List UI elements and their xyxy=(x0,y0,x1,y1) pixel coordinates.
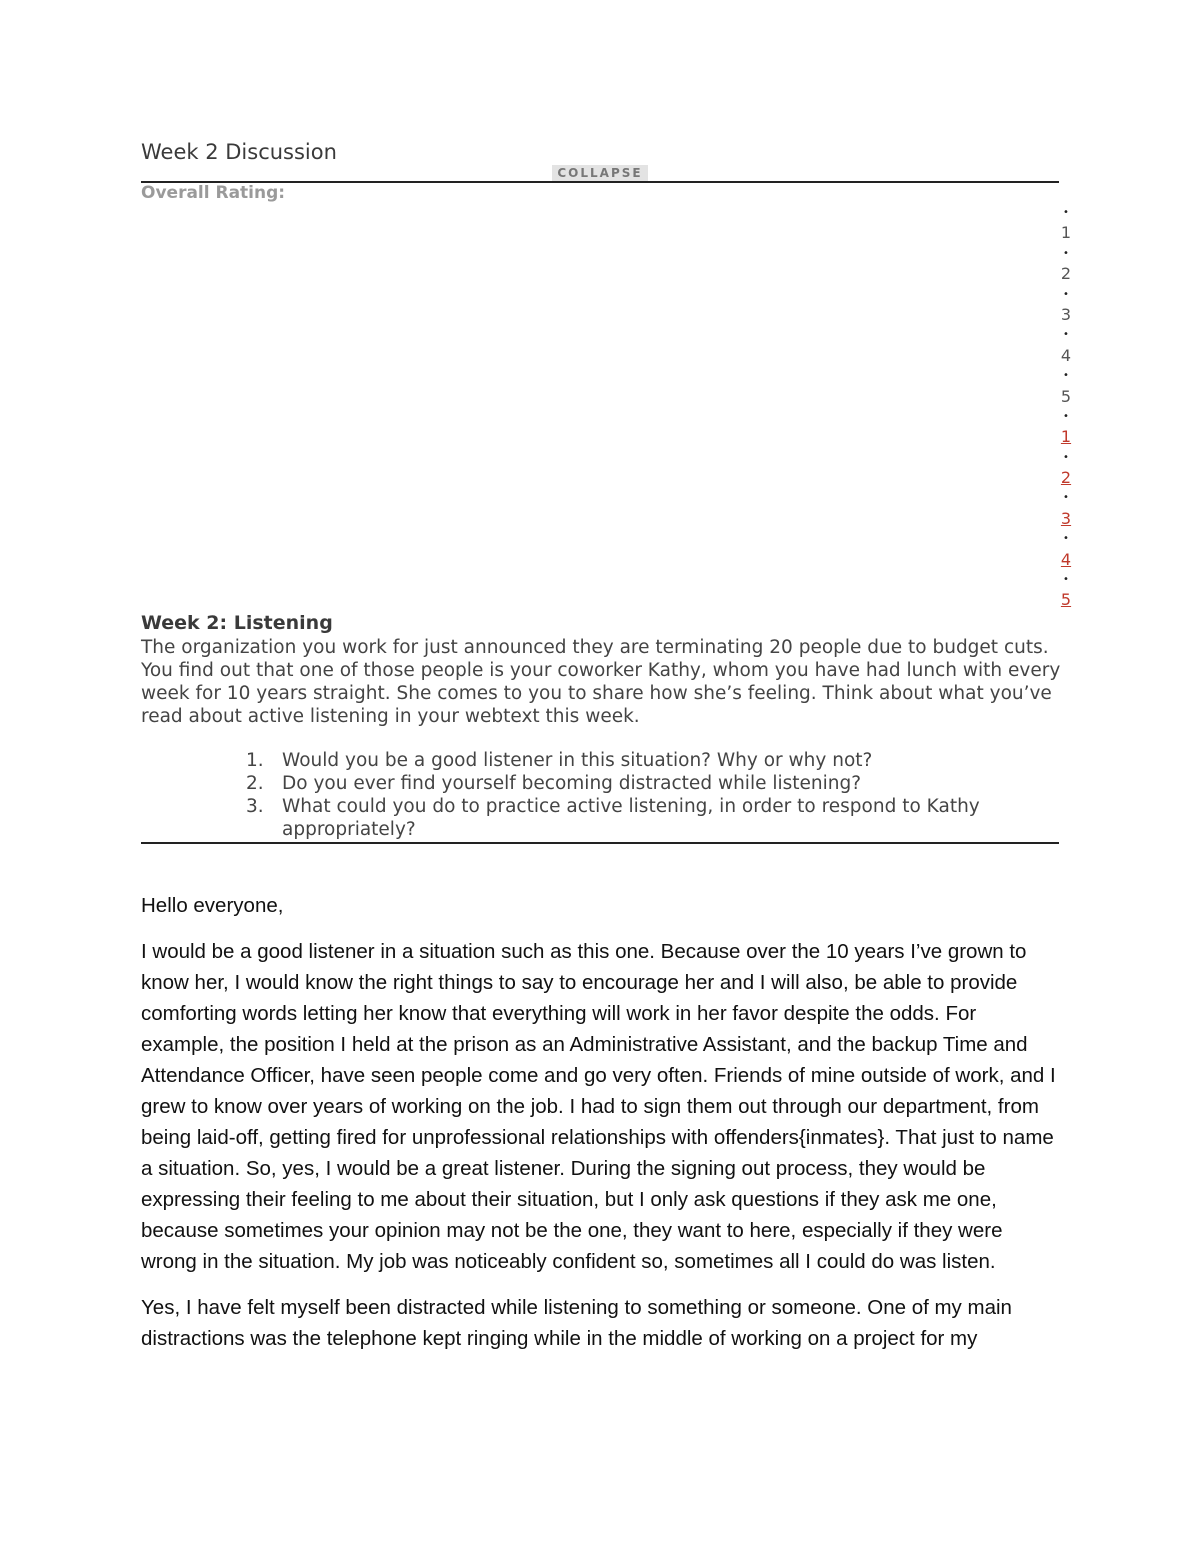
prompt-heading: Week 2: Listening xyxy=(141,612,333,634)
bullet-icon: • xyxy=(1063,207,1069,218)
rating-option-4[interactable]: 4 xyxy=(1060,345,1072,365)
question-number: 3. xyxy=(246,796,264,817)
bullet-icon: • xyxy=(1063,370,1069,382)
response-greeting: Hello everyone, xyxy=(141,894,284,917)
bullet-icon: • xyxy=(1063,329,1069,341)
response-body xyxy=(141,890,1061,1369)
question-item xyxy=(238,749,1038,772)
page-title: Week 2 Discussion xyxy=(141,140,337,164)
bullet-icon: • xyxy=(1063,451,1069,463)
bullet-icon: • xyxy=(1063,574,1069,586)
bullet-icon: • xyxy=(1063,492,1069,504)
response-paragraph: I would be a good listener in a situation such as this one. Because over the 10 years I’ve grown to know her, I would know the right things to say to encourage her and I will also, be able to provide comforting words letting her know that everything will work in her favor despite the odds. For example, the position I held at the prison as an Administrative Assistant, and the backup Time and Attendance Officer, have seen people come and go very often. Friends of mine outside of work, and I grew to know over years of working on the job. I had to sign them out through our department, from being laid-off, getting fired for unprofessional relationships with offenders{inmates}. That just to name a situation. So, yes, I would be a great listener. During the signing out process, they would be expressing their feeling to me about their situation, but I only ask questions if they ask me one, because sometimes your opinion may not be the one, they want to here, especially if they were wrong in the situation. My job was noticeably confident so, sometimes all I could do was listen. xyxy=(141,940,1056,1273)
collapse-button[interactable]: COLLAPSE xyxy=(552,165,648,181)
rating-option-1[interactable]: 1 xyxy=(1060,223,1072,243)
question-item xyxy=(238,772,1038,795)
rating-option-3[interactable]: 3 xyxy=(1060,304,1072,324)
question-number: 2. xyxy=(246,773,264,794)
bullet-icon: • xyxy=(1063,288,1069,300)
rating-link-5[interactable]: 5 xyxy=(1060,590,1072,610)
overall-rating-label: Overall Rating: xyxy=(141,183,286,203)
rating-link-1[interactable]: 1 xyxy=(1060,427,1072,447)
question-text: Do you ever find yourself becoming distracted while listening? xyxy=(282,773,862,794)
rating-link-2[interactable]: 2 xyxy=(1060,468,1072,488)
question-text: Would you be a good listener in this situation? Why or why not? xyxy=(282,750,873,771)
bottom-divider xyxy=(141,842,1059,844)
rating-option-2[interactable]: 2 xyxy=(1060,264,1072,284)
rating-link-3[interactable]: 3 xyxy=(1060,508,1072,528)
rating-link-4[interactable]: 4 xyxy=(1060,549,1072,569)
prompt-questions xyxy=(238,749,1038,841)
rating-options xyxy=(1054,203,1078,611)
question-item xyxy=(238,795,1038,841)
bullet-icon: • xyxy=(1063,247,1069,259)
bullet-icon: • xyxy=(1063,533,1069,545)
response-paragraph: Yes, I have felt myself been distracted while listening to something or someone. One of my main distractions was the telephone kept ringing while in the middle of working on a project for my xyxy=(141,1296,1012,1350)
question-text: What could you do to practice active listening, in order to respond to Kathy appropriately? xyxy=(282,796,980,840)
bullet-icon: • xyxy=(1063,410,1069,422)
question-number: 1. xyxy=(246,750,264,771)
prompt-body: The organization you work for just announced they are terminating 20 people due to budget cuts. You find out that one of those people is your coworker Kathy, whom you have had lunch with every week for 10 years straight. She comes to you to share how she’s feeling. Think about what you’ve read about active listening in your webtext this week. xyxy=(141,637,1061,727)
rating-option-5[interactable]: 5 xyxy=(1060,386,1072,406)
